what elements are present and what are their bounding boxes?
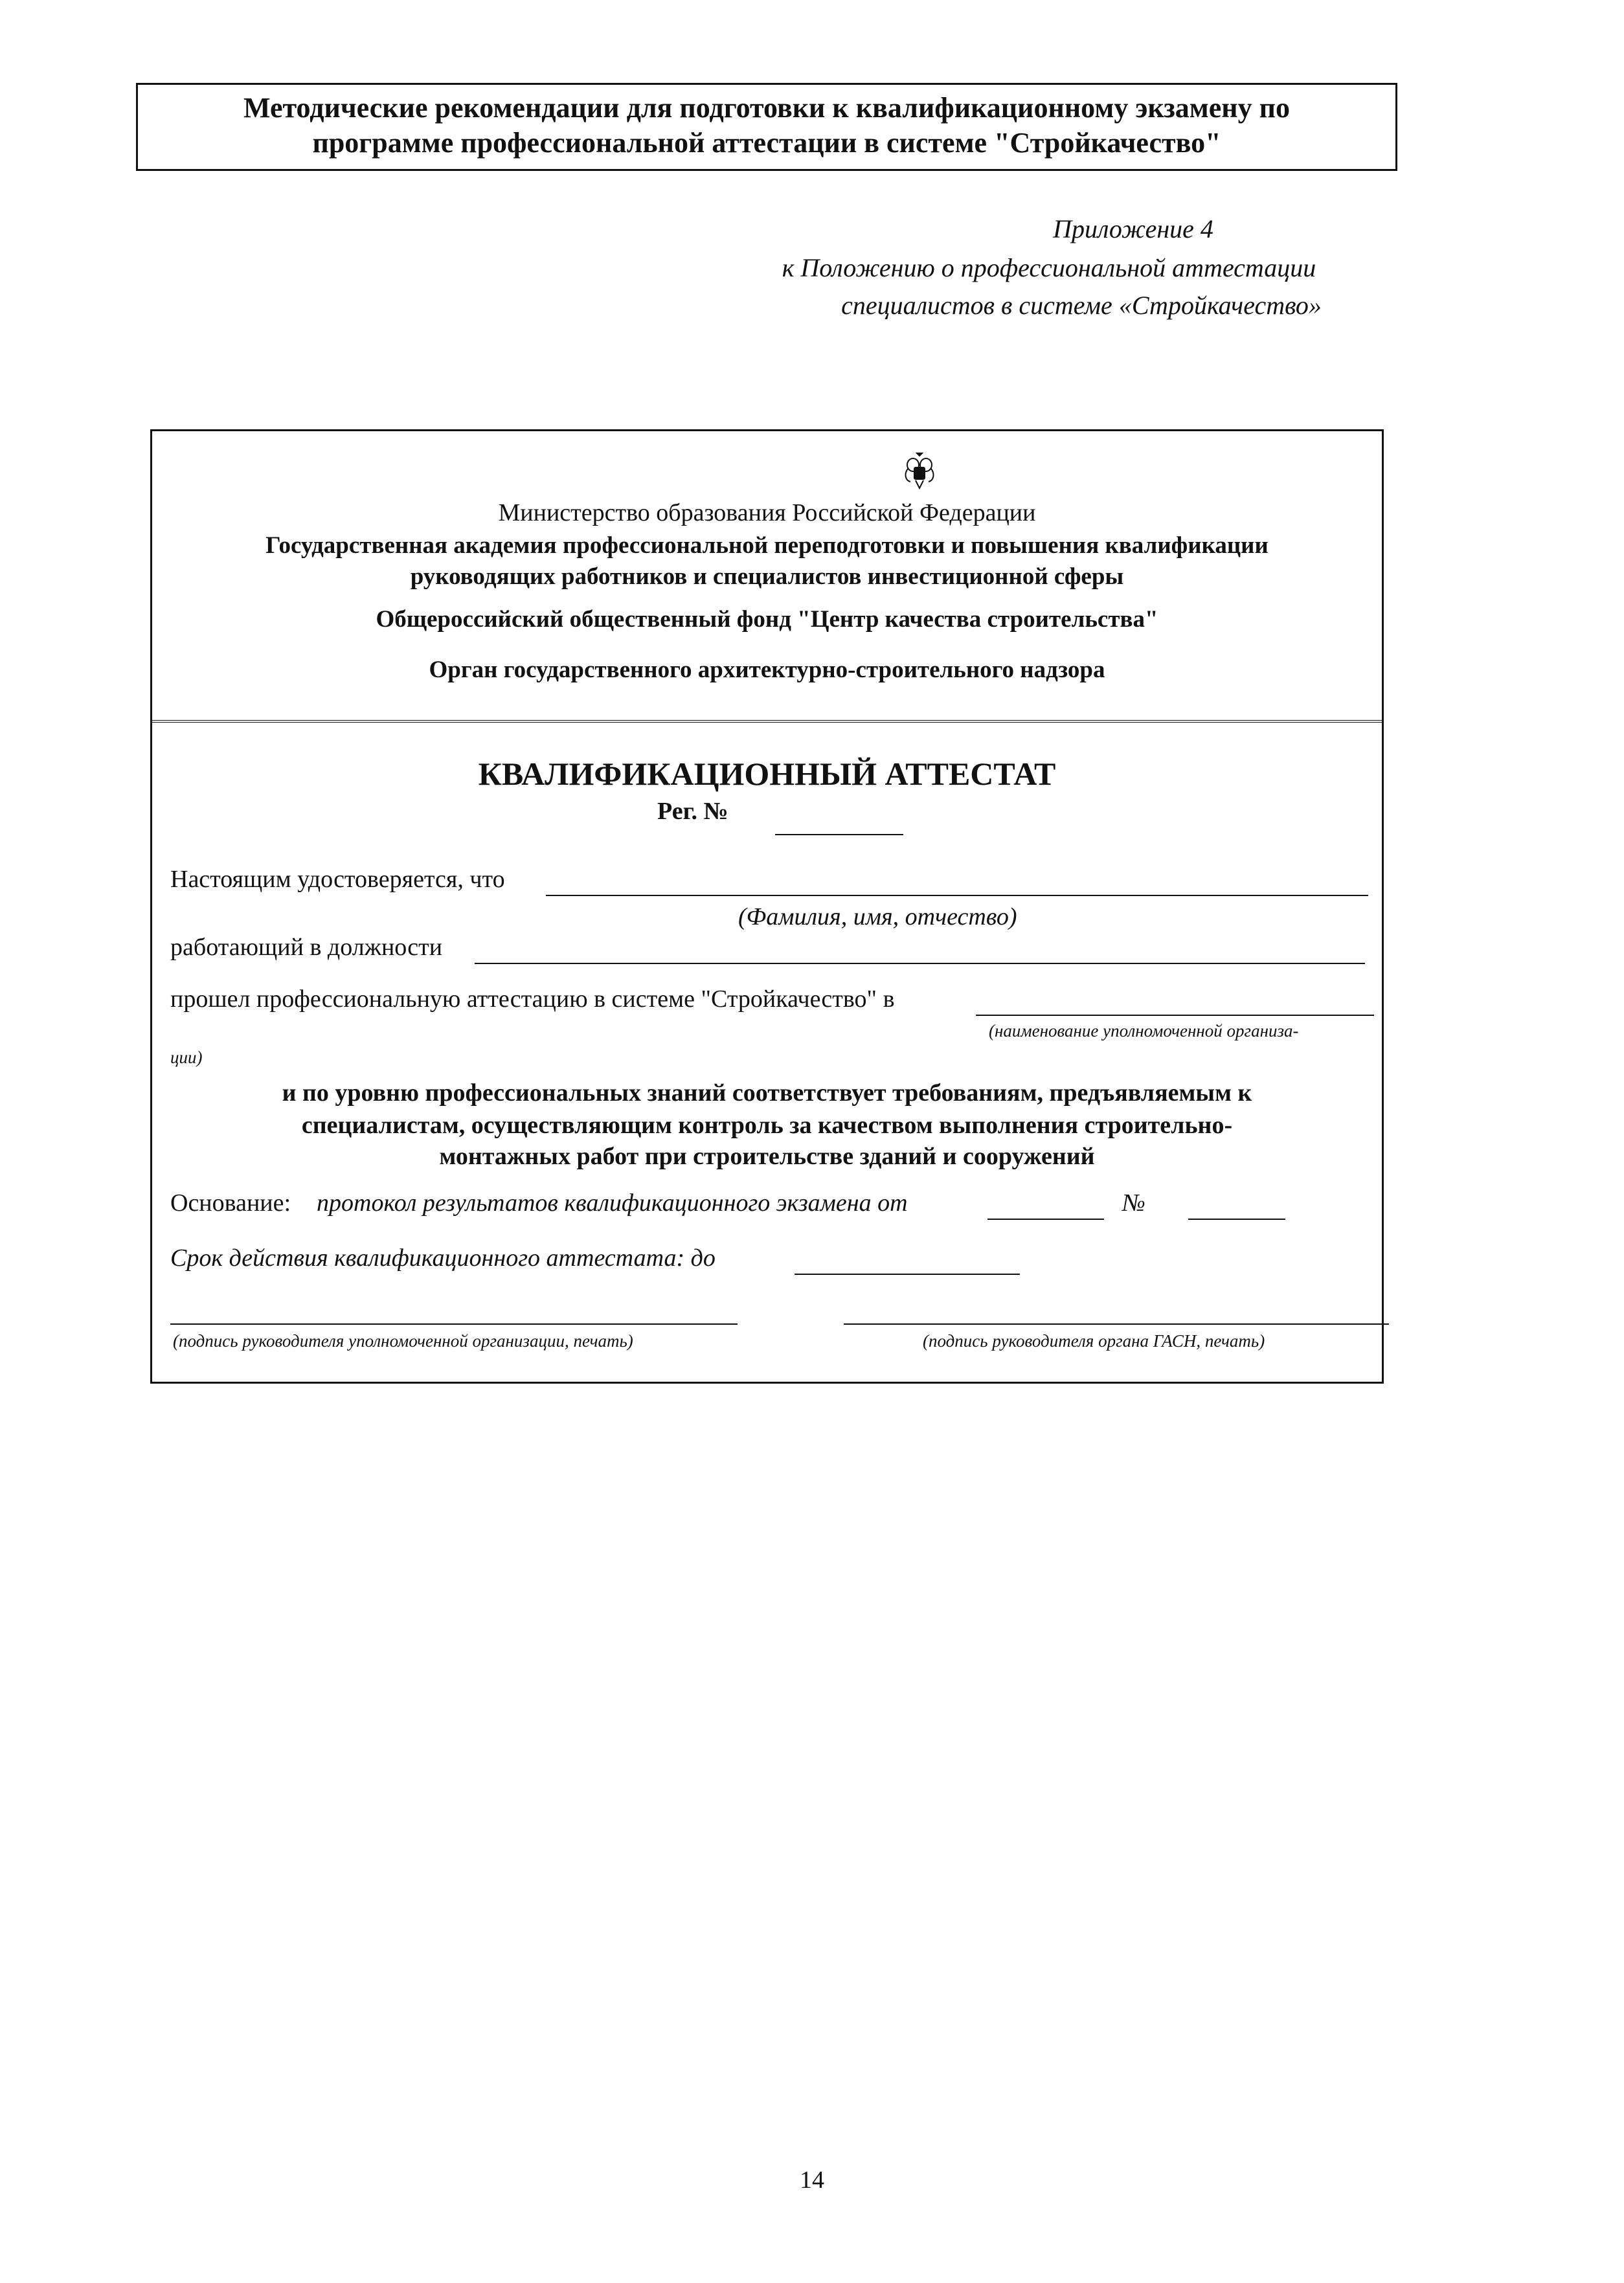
conclusion-line-1: и по уровню профессиональных знаний соответствует требованиям, предъявляемым к [282,1079,1252,1107]
conclusion-line-3: монтажных работ при строительстве зданий и сооружений [439,1143,1095,1170]
double-divider [152,720,1382,723]
organization-hint-2: ции) [170,1048,203,1067]
certificate-title: КВАЛИФИКАЦИОННЫЙ АТТЕСТАТ [478,756,1056,792]
position-field[interactable] [475,963,1365,964]
ministry-name: Министерство образования Российской Федерации [498,499,1036,526]
basis-text: протокол результатов квалификационного экзамена от [317,1189,908,1217]
signature-right-hint: (подпись руководителя органа ГАСН, печать) [923,1331,1265,1351]
certifies-label: Настоящим удостоверяется, что [170,866,505,893]
signature-left-field[interactable] [170,1323,738,1325]
reg-number-label: Рег. № [657,798,728,825]
coat-of-arms-icon [903,452,936,489]
annex-number: Приложение 4 [1053,214,1213,243]
document-header [136,83,1397,171]
fio-field[interactable] [546,895,1368,896]
passed-label: прошел профессиональную аттестацию в системе "Стройкачество" в [170,985,895,1013]
reg-number-field[interactable] [775,834,903,835]
position-label: работающий в должности [170,934,443,961]
signature-right-field[interactable] [844,1323,1389,1325]
page-number: 14 [800,2166,824,2194]
authority-name: Орган государственного архитектурно-строительного надзора [429,657,1105,683]
academy-name-line-1: Государственная академия профессиональной переподготовки и повышения квалификации [265,532,1269,559]
fio-hint: (Фамилия, имя, отчество) [738,903,1017,930]
protocol-number-field[interactable] [1188,1219,1285,1220]
header-line-2: программе профессиональной аттестации в системе "Стройкачество" [312,127,1221,159]
fund-name: Общероссийский общественный фонд "Центр качества строительства" [376,606,1158,633]
annex-system: специалистов в системе «Стройкачество» [841,291,1322,320]
certificate-form [150,429,1384,1384]
conclusion-line-2: специалистам, осуществляющим контроль за качеством выполнения строительно- [301,1112,1233,1139]
academy-name-line-2: руководящих работников и специалистов инвестиционной сферы [410,563,1124,590]
basis-label: Основание: [170,1189,291,1217]
protocol-date-field[interactable] [987,1219,1104,1220]
validity-text: Срок действия квалификационного аттестата: до [170,1244,716,1272]
validity-date-field[interactable] [795,1274,1020,1275]
header-line-1: Методические рекомендации для подготовки к квалификационному экзамену по [243,92,1290,124]
annex-reference: к Положению о профессиональной аттестации [782,253,1316,282]
number-sign: № [1122,1189,1145,1217]
organization-hint-1: (наименование уполномоченной организа- [989,1021,1299,1040]
organization-field[interactable] [976,1015,1374,1016]
signature-left-hint: (подпись руководителя уполномоченной организации, печать) [173,1331,633,1351]
